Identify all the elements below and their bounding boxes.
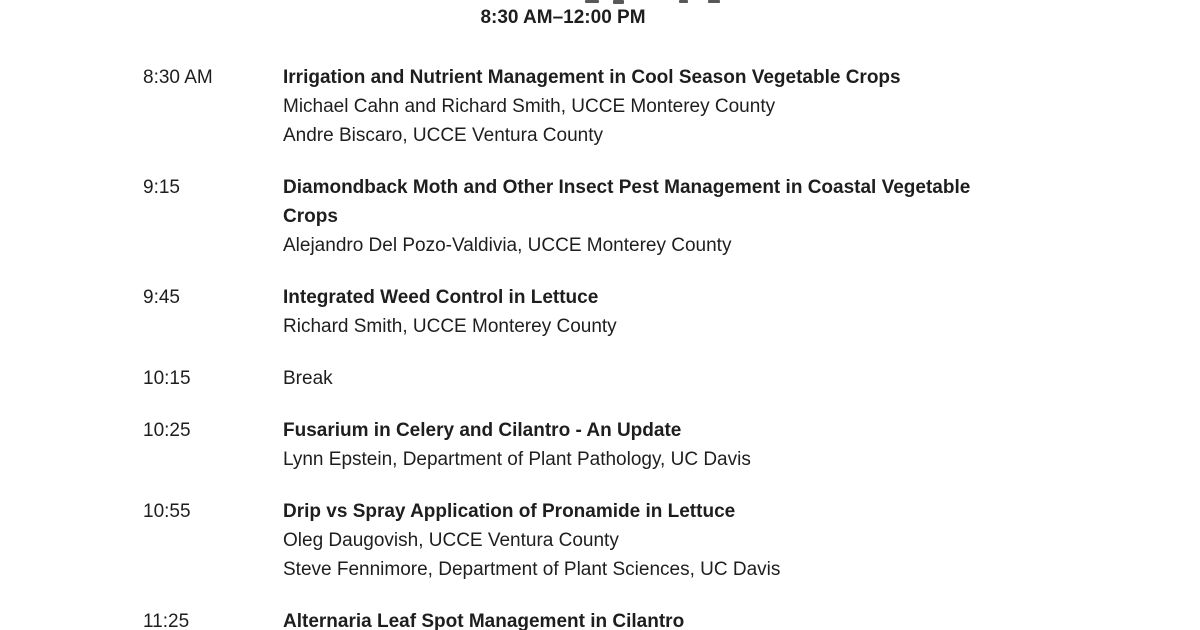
session-details [283,63,1200,150]
session-details [283,173,1200,260]
session-speaker: Richard Smith, UCCE Monterey County [283,316,617,337]
schedule-list [0,63,1200,630]
session-title: Alternaria Leaf Spot Management in Cilantro [283,611,685,630]
session-speaker: Steve Fennimore, Department of Plant Sciences, UC Davis [283,559,781,580]
session-time: 10:25 [143,420,191,441]
session-speaker: Andre Biscaro, UCCE Ventura County [283,125,603,146]
session-details [283,497,1200,584]
schedule-row [0,283,1200,341]
break-label: Break [283,368,333,389]
session-time: 11:25 [143,611,190,630]
session-details [283,416,1200,474]
session-speaker: Oleg Daugovish, UCCE Ventura County [283,530,619,551]
session-title: Crops [283,206,338,227]
session-title: Drip vs Spray Application of Pronamide in Lettuce [283,501,736,522]
session-details [283,607,1200,630]
session-title: Integrated Weed Control in Lettuce [283,287,599,308]
session-time-range: 8:30 AM–12:00 PM [480,7,646,28]
session-title: Fusarium in Celery and Cilantro - An Update [283,420,682,441]
schedule-row [0,607,1200,630]
session-time: 9:45 [143,287,180,308]
session-speaker: Michael Cahn and Richard Smith, UCCE Monterey County [283,96,776,117]
schedule-row [0,416,1200,474]
session-title: Diamondback Moth and Other Insect Pest Management in Coastal Vegetable [283,177,971,198]
session-speaker: Alejandro Del Pozo-Valdivia, UCCE Monterey County [283,235,732,256]
schedule-row [0,173,1200,260]
schedule-row [0,497,1200,584]
session-details [283,283,1200,341]
session-time: 9:15 [143,177,180,198]
session-time: 10:55 [143,501,191,522]
session-time: 8:30 AM [143,67,213,88]
session-title: Irrigation and Nutrient Management in Cool Season Vegetable Crops [283,67,901,88]
session-time: 10:15 [143,368,191,389]
session-details [283,364,1200,393]
schedule-row-break [0,364,1200,393]
schedule-row [0,63,1200,150]
session-speaker: Lynn Epstein, Department of Plant Pathology, UC Davis [283,449,751,470]
